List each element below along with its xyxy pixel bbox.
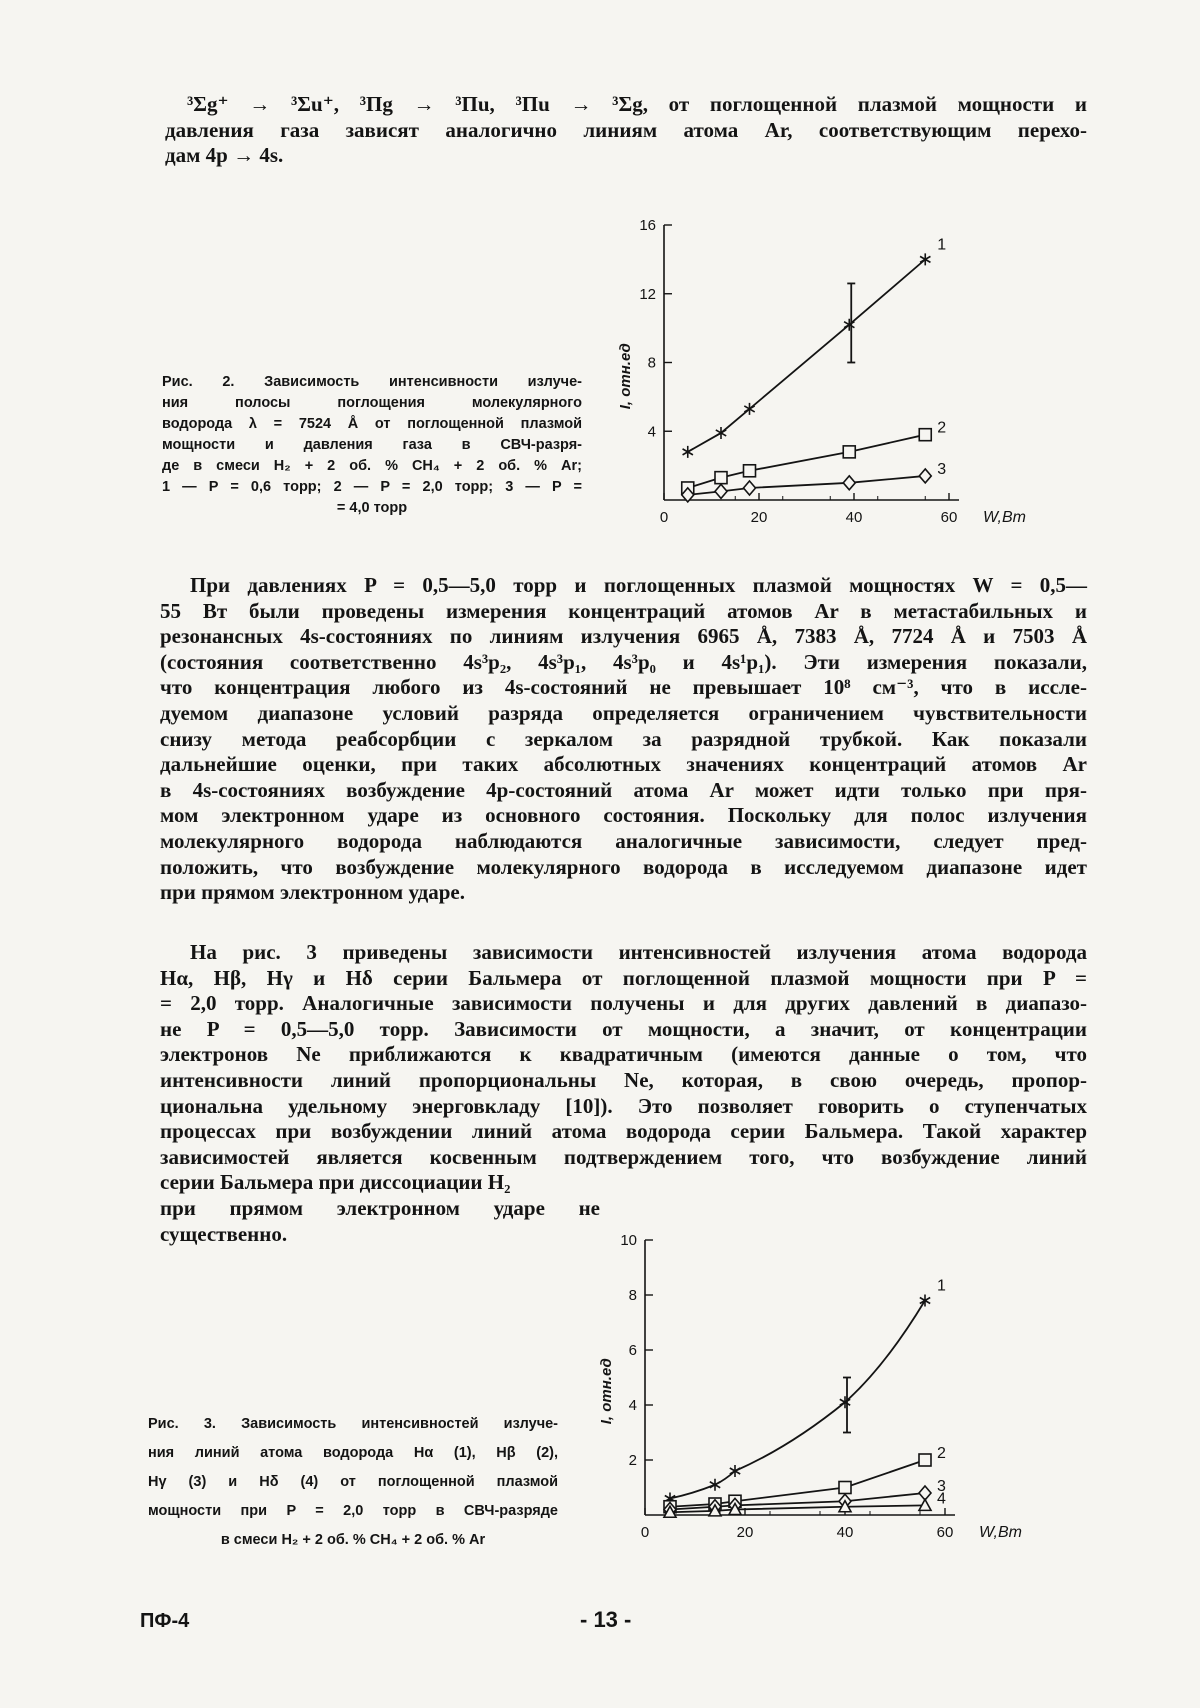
caption-line: 1 — P = 0,6 торр; 2 — P = 2,0 торр; 3 — P =	[162, 479, 582, 495]
text-line: (состояния соответственно 4s³p₂, 4s³p₁, 4s³p₀ и 4s¹p₁). Эти измерения показали,	[160, 649, 1087, 674]
figure2-caption	[162, 372, 582, 519]
data-point-square	[919, 1454, 931, 1466]
data-point-square	[744, 465, 756, 477]
caption-line: де в смеси H₂ + 2 об. % CH₄ + 2 об. % Ar;	[162, 458, 582, 474]
text-line: = 2,0 торр. Аналогичные зависимости получены и для других давлений в диапазо-	[160, 991, 1087, 1016]
data-point-square	[919, 429, 931, 441]
text-line: При давлениях P = 0,5—5,0 торр и поглощенных плазмой мощностях W = 0,5—	[190, 573, 1087, 597]
text-line: молекулярного водорода наблюдаются аналогичные зависимости, следует пред-	[160, 828, 1087, 853]
series-line-1	[670, 1301, 925, 1499]
data-point-square	[843, 446, 855, 458]
y-tick-label: 6	[628, 1342, 637, 1359]
x-axis-label: W,Вт	[979, 1524, 1022, 1541]
y-tick-label: 4	[647, 423, 656, 441]
text-line: при прямом электронном ударе.	[160, 880, 466, 905]
series-label-1: 1	[937, 236, 947, 254]
data-point-diamond	[919, 469, 931, 483]
caption-line: ния полосы поглощения молекулярного	[162, 395, 582, 411]
data-point-diamond	[715, 484, 727, 498]
x-axis-label: W,Вт	[983, 509, 1026, 526]
main-paragraph	[160, 573, 1087, 906]
y-tick-label: 16	[639, 217, 656, 234]
text-line: что концентрация любого из 4s-состояний не превышает 10⁸ см⁻³, что в иссле-	[160, 675, 1087, 700]
text-line: резонансных 4s-состояниях по линиям излучения 6965 Å, 7383 Å, 7724 Å и 7503 Å	[160, 624, 1087, 649]
data-point-star	[710, 1479, 720, 1491]
x-tick-label: 40	[845, 509, 863, 526]
caption-line: водорода λ = 7524 Å от поглощенной плазмой	[162, 416, 582, 432]
footer-code: ПФ-4	[140, 1610, 190, 1632]
text-line: давления газа зависят аналогично линиям атома Ar, соответствующим перехо-	[165, 117, 1087, 142]
figure2-chart	[610, 205, 1040, 545]
y-axis-label: I, отн.ед	[598, 1358, 615, 1425]
caption-line: = 4,0 торр	[336, 500, 408, 516]
figure3-chart	[585, 1225, 1045, 1555]
x-tick-label: 40	[836, 1524, 854, 1541]
x-tick-label: 20	[736, 1524, 754, 1541]
y-tick-label: 10	[620, 1232, 637, 1249]
caption-line: Hγ (3) и Hδ (4) от поглощенной плазмой	[148, 1474, 558, 1490]
text-line: мом электронном ударе из основного состояния. Поскольку для полос излучения	[160, 803, 1087, 828]
text-line: положить, что возбуждение молекулярного водорода в исследуемом диапазоне идет	[160, 854, 1087, 879]
text-line: серии Бальмера при диссоциации H₂	[160, 1170, 511, 1195]
text-line: циональна удельному энерговкладу [10]). Это позволяет говорить о ступенчатых	[160, 1093, 1087, 1118]
text-line: Hα, Hβ, Hγ и Hδ серии Бальмера от поглощенной плазмой мощности при P =	[160, 965, 1087, 990]
series-label-3: 3	[937, 460, 947, 478]
figure3-caption	[148, 1410, 558, 1555]
x-tick-label: 0	[659, 509, 669, 526]
data-point-square	[839, 1482, 851, 1494]
text-line: снизу метода реабсорбции с зеркалом за разрядной трубкой. Как показали	[160, 726, 1087, 751]
text-line: электронов Ne приближаются к квадратичным (имеются данные о том, что	[160, 1042, 1087, 1067]
text-line: На рис. 3 приведены зависимости интенсивностей излучения атома водорода	[190, 940, 1087, 964]
caption-line: ния линий атома водорода Hα (1), Hβ (2),	[148, 1445, 558, 1461]
y-tick-label: 8	[647, 354, 656, 372]
caption-line: Рис. 3. Зависимость интенсивностей излуче-	[148, 1416, 558, 1432]
series-label-3: 3	[937, 1478, 946, 1495]
text-line: дуемом диапазоне условий разряда определяется ограничением чувствительности	[160, 700, 1087, 725]
x-tick-label: 20	[750, 509, 768, 526]
series-label-2: 2	[937, 419, 947, 437]
data-point-star	[920, 1295, 930, 1307]
balmer-paragraph-tail	[160, 1196, 600, 1247]
text-line: в 4s-состояниях возбуждение 4p-состояний атома Ar может идти только при пря-	[160, 777, 1087, 802]
text-line: процессах при возбуждении линий атома водорода серии Бальмера. Такой характер	[160, 1119, 1087, 1144]
y-axis-label: I, отн.ед	[617, 343, 634, 410]
data-point-star	[683, 446, 693, 458]
data-point-diamond	[744, 481, 756, 495]
data-point-diamond	[843, 476, 855, 490]
x-tick-label: 60	[940, 509, 958, 526]
balmer-paragraph	[160, 940, 1087, 1196]
series-label-2: 2	[937, 1445, 946, 1462]
series-label-1: 1	[937, 1277, 946, 1295]
caption-line: мощности и давления газа в СВЧ-разря-	[162, 437, 582, 453]
text-line: 55 Вт были проведены измерения концентраций атомов Ar в метастабильных и	[160, 598, 1087, 623]
text-line: зависимостей является косвенным подтверждением того, что возбуждение линий	[160, 1144, 1087, 1169]
y-tick-label: 2	[628, 1452, 637, 1469]
caption-line: Рис. 2. Зависимость интенсивности излуче-	[162, 374, 582, 390]
x-tick-label: 0	[640, 1524, 650, 1541]
page-number: - 13 -	[580, 1607, 632, 1632]
data-point-square	[715, 472, 727, 484]
y-tick-label: 12	[639, 285, 656, 303]
x-tick-label: 60	[936, 1524, 954, 1541]
text-line: дам 4p → 4s.	[165, 143, 284, 168]
y-tick-label: 8	[628, 1287, 637, 1304]
text-line: при прямом электронном ударе не	[160, 1196, 600, 1220]
y-tick-label: 4	[628, 1397, 637, 1414]
text-line: дальнейшие оценки, при таких абсолютных значениях концентраций атомов Ar	[160, 752, 1087, 777]
text-line: интенсивности линий пропорциональны Ne, которая, в свою очередь, пропор-	[160, 1067, 1087, 1092]
text-line: ³Σg⁺ → ³Σu⁺, ³Πg → ³Πu, ³Πu → ³Σg, от поглощенной плазмой мощности и	[187, 92, 1087, 116]
caption-line: в смеси H₂ + 2 об. % CH₄ + 2 об. % Ar	[220, 1532, 486, 1548]
series-label-4: 4	[937, 1490, 946, 1508]
series-line-1	[688, 259, 926, 452]
text-line: существенно.	[160, 1221, 288, 1246]
caption-line: мощности при P = 2,0 торр в СВЧ-разряде	[148, 1503, 558, 1519]
top-paragraph	[165, 92, 1087, 169]
text-line: не P = 0,5—5,0 торр. Зависимости от мощности, а значит, от концентрации	[160, 1016, 1087, 1041]
